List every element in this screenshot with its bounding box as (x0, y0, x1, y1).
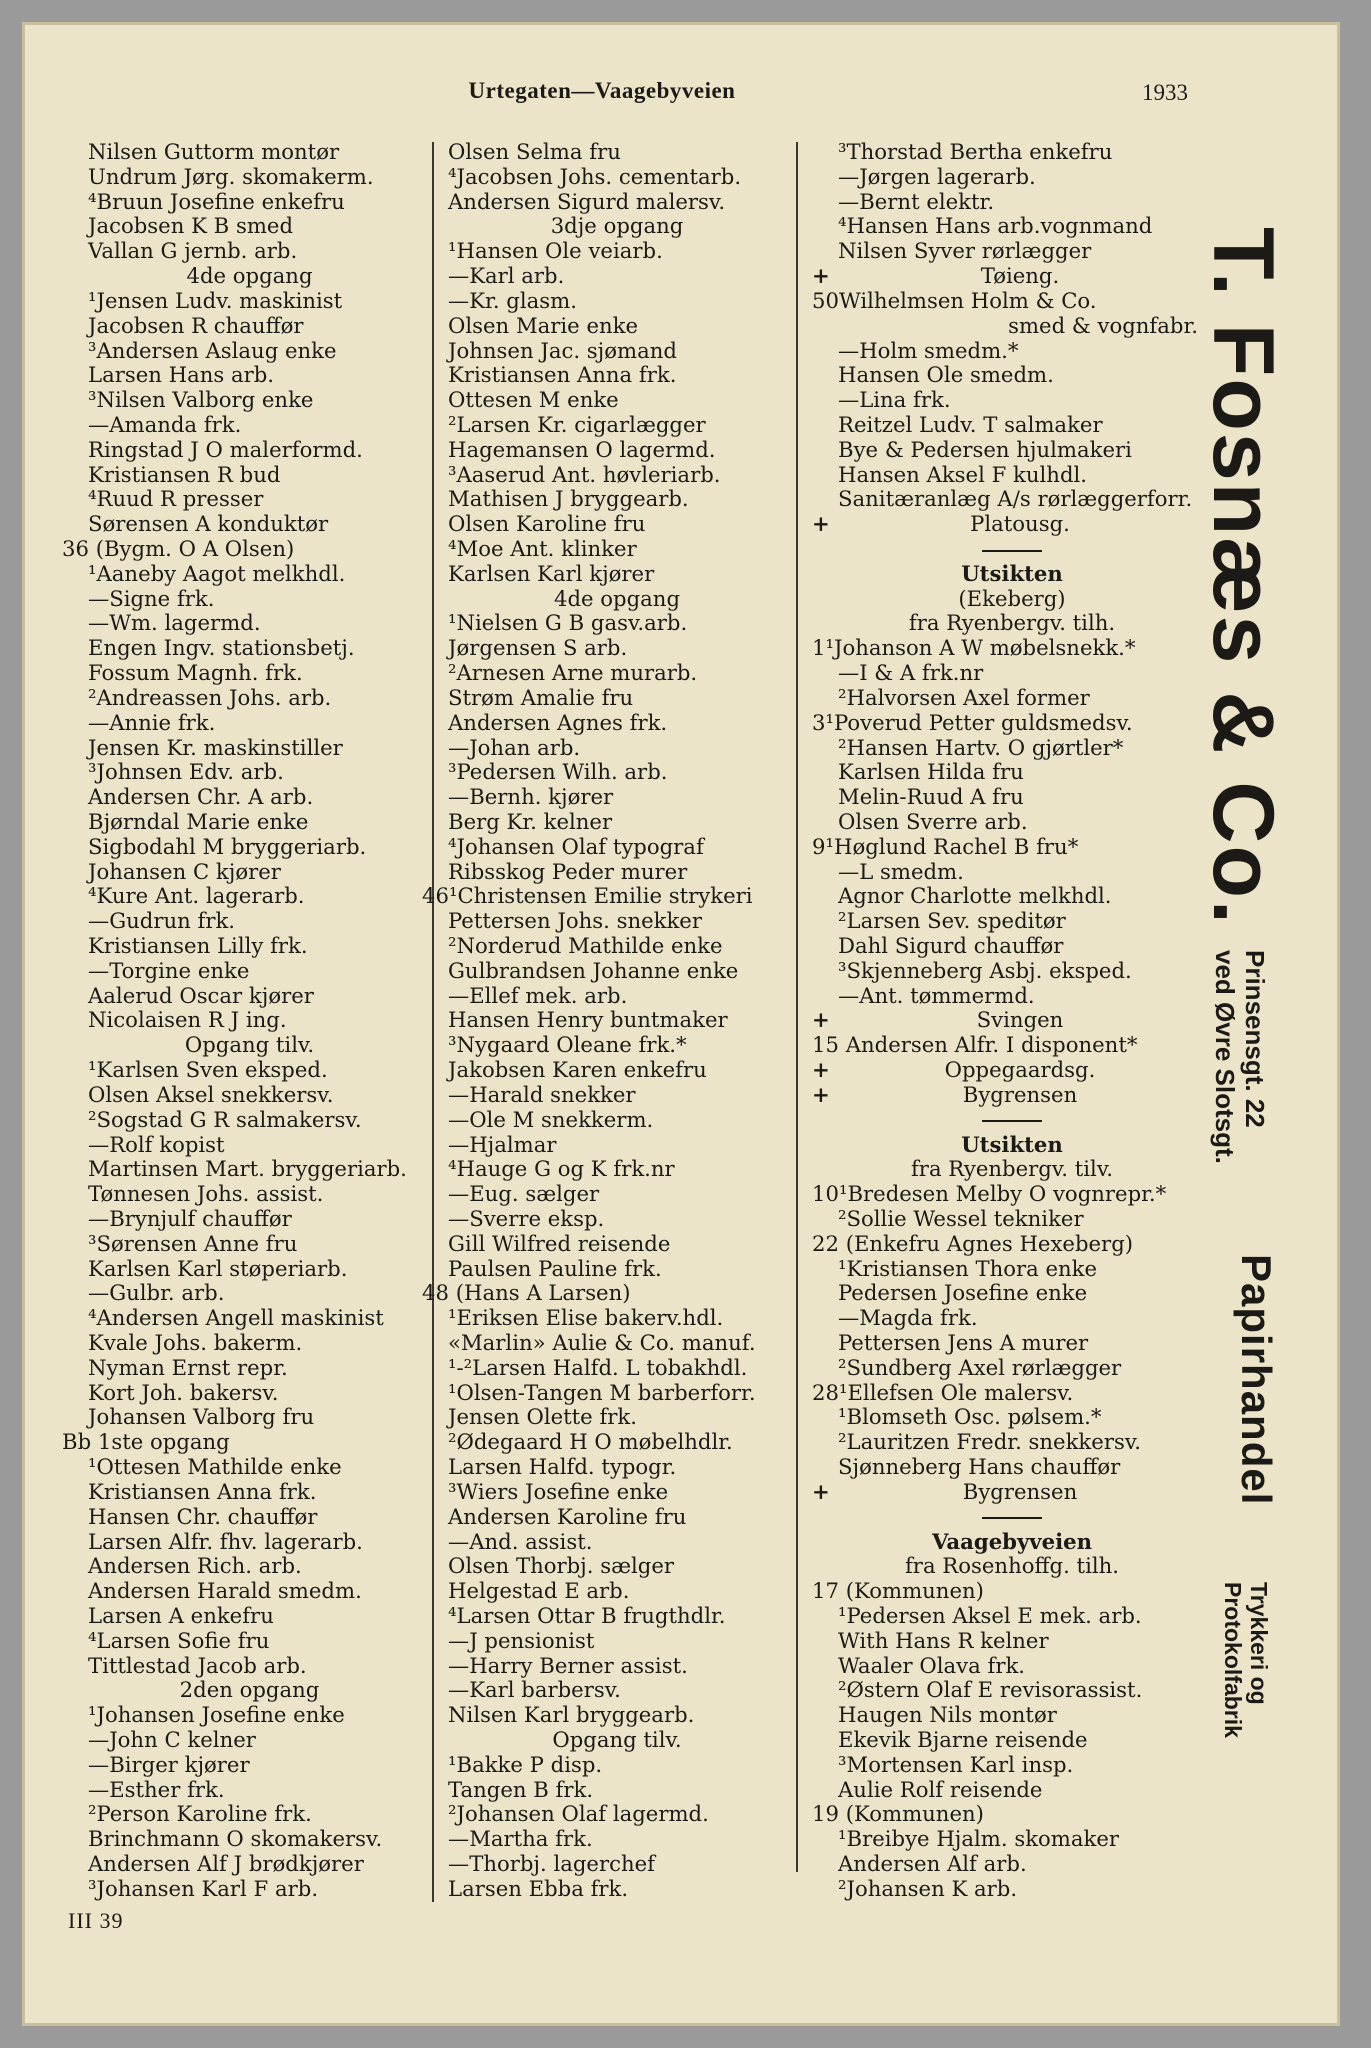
resident-entry: Waaler Olava frk. (838, 1652, 1026, 1678)
section-heading: (Ekeberg) (958, 585, 1066, 611)
resident-entry: —Esther frk. (88, 1776, 225, 1802)
resident-entry: ⁴Bruun Josefine enkefru (88, 188, 345, 214)
resident-entry: Martinsen Mart. bryggeriarb. (88, 1156, 407, 1182)
resident-entry: —L smedm. (838, 858, 964, 884)
section-heading: 4de opgang (186, 263, 313, 289)
resident-entry: Olsen Sverre arb. (838, 808, 1028, 834)
resident-entry: Larsen Alfr. fhv. lagerarb. (88, 1528, 363, 1554)
resident-entry: —J pensionist (448, 1627, 595, 1653)
street-heading: Utsikten (961, 560, 1063, 586)
resident-entry: Sigbodahl M bryggeriarb. (88, 833, 367, 859)
resident-entry: ²Johansen K arb. (838, 1875, 1018, 1901)
cross-street-line (812, 1008, 1212, 1033)
resident-entry: Andersen Chr. A arb. (88, 784, 314, 810)
resident-entry: Kristiansen Anna frk. (448, 362, 677, 388)
resident-entry: ¹Jensen Ludv. maskinist (88, 287, 343, 313)
resident-entry: Johansen C kjører (88, 858, 281, 884)
resident-entry: Hansen Henry buntmaker (448, 1007, 728, 1033)
resident-entry: —Ant. tømmermd. (838, 982, 1035, 1008)
page-year: 1933 (1142, 80, 1188, 105)
cross-street-label: Tøieng. (980, 263, 1060, 289)
resident-entry: Pettersen Johs. snekker (448, 908, 702, 934)
resident-entry: ²Lauritzen Fredr. snekkersv. (838, 1429, 1142, 1455)
resident-entry: ¹Pedersen Aksel E mek. arb. (838, 1602, 1142, 1628)
address-number-entry: 1¹Johanson A W møbelsnekk.* (812, 635, 1136, 661)
resident-entry: ⁴Moe Ant. klinker (448, 536, 637, 561)
resident-entry: —Gulbr. arb. (88, 1280, 225, 1306)
resident-entry: Andersen Karoline fru (448, 1503, 687, 1529)
resident-entry: Undrum Jørg. skomakerm. (88, 163, 374, 189)
resident-entry: ³Andersen Aslaug enke (88, 337, 337, 363)
resident-entry: —Thorbj. lagerchef (448, 1851, 655, 1877)
resident-entry: ⁴Hansen Hans arb.vognmand (838, 213, 1153, 239)
section-heading: 3dje opgang (550, 213, 684, 239)
resident-entry: —Martha frk. (448, 1826, 593, 1852)
resident-entry: —Ellef mek. arb. (448, 982, 628, 1008)
resident-entry: —Harry Berner assist. (448, 1652, 688, 1678)
directory-column-3 (812, 140, 1212, 1902)
resident-entry: Ringstad J O malerformd. (88, 436, 363, 462)
resident-entry: ¹Eriksen Elise bakerv.hdl. (448, 1305, 724, 1331)
resident-entry: Andersen Alf arb. (838, 1851, 1027, 1877)
resident-entry: Andersen Alf J brødkjører (88, 1851, 364, 1877)
section-heading: fra Ryenbergv. tilv. (910, 1156, 1114, 1182)
resident-entry: ¹Aaneby Aagot melkhdl. (88, 560, 346, 586)
resident-entry: Helgestad E arb. (448, 1578, 630, 1604)
resident-entry: —Lina frk. (838, 387, 951, 413)
resident-entry: —Holm smedm.* (838, 337, 1019, 363)
resident-entry: Fossum Magnh. frk. (88, 660, 303, 686)
resident-entry: Johnsen Jac. sjømand (448, 337, 677, 363)
resident-entry: Nicolaisen R J ing. (88, 1007, 287, 1033)
resident-entry: ¹Johansen Josefine enke (88, 1702, 345, 1728)
resident-entry: —Karl arb. (448, 263, 565, 289)
resident-entry: —Torgine enke (88, 957, 250, 983)
resident-entry: —Hjalmar (448, 1131, 557, 1157)
cross-street-icon: + (812, 1081, 830, 1107)
street-heading: Utsikten (961, 1131, 1063, 1157)
resident-entry: Agnor Charlotte melkhdl. (838, 883, 1112, 909)
resident-entry: ⁴Larsen Sofie fru (88, 1627, 270, 1653)
resident-entry: ⁴Ruud R presser (88, 486, 264, 512)
resident-entry: Larsen A enkefru (88, 1602, 274, 1628)
resident-entry: —Magda frk. (838, 1305, 978, 1331)
resident-entry: ⁴Andersen Angell maskinist (88, 1305, 384, 1331)
resident-entry: ³Aaserud Ant. høvleriarb. (448, 461, 721, 487)
resident-entry: Karlsen Karl støperiarb. (88, 1255, 348, 1281)
resident-entry: ²Ødegaard H O møbelhdlr. (448, 1429, 733, 1455)
resident-entry: Karlsen Karl kjører (448, 560, 655, 586)
directory-page (22, 22, 1340, 2026)
advert-address (1210, 950, 1270, 1164)
resident-entry: ²Larsen Sev. speditør (838, 908, 1066, 934)
resident-entry: Jacobsen K B smed (88, 213, 294, 239)
resident-entry: —I & A frk.nr (838, 660, 984, 686)
resident-entry: Ribsskog Peder murer (448, 858, 688, 884)
resident-entry: Andersen Rich. arb. (88, 1553, 302, 1579)
resident-entry: —Amanda frk. (88, 411, 242, 437)
resident-entry: —Gudrun frk. (88, 908, 236, 934)
resident-entry: Olsen Marie enke (448, 312, 639, 338)
resident-entry: Melin-Ruud A fru (838, 784, 1024, 810)
address-number-entry: 36 (Bygm. O A Olsen) (62, 536, 295, 561)
resident-entry: ¹Bakke P disp. (448, 1751, 603, 1777)
resident-entry: Nilsen Guttorm montør (88, 139, 340, 164)
section-heading: fra Ryenbergv. tilh. (908, 610, 1116, 636)
resident-entry: Larsen Ebba frk. (448, 1875, 629, 1901)
resident-entry: Hansen Aksel F kulhdl. (838, 461, 1088, 487)
resident-entry: Brinchmann O skomakersv. (88, 1826, 383, 1852)
resident-entry: Hansen Chr. chauffør (88, 1503, 318, 1529)
resident-entry: —And. assist. (448, 1528, 593, 1554)
address-number-entry: 3¹Poverud Petter guldsmedsv. (812, 709, 1133, 735)
resident-entry: ³Johansen Karl F arb. (88, 1875, 319, 1901)
resident-entry: ²Andreassen Johs. arb. (88, 684, 332, 710)
resident-entry: Engen Ingv. stationsbetj. (88, 635, 355, 661)
resident-entry: ²Hansen Hartv. O gjørtler* (838, 734, 1124, 760)
resident-entry: —Kr. glasm. (448, 287, 577, 313)
resident-entry: ²Person Karoline frk. (88, 1801, 312, 1827)
resident-entry: —Johan arb. (448, 734, 581, 760)
directory-column-2 (422, 140, 812, 1902)
resident-entry: Jensen Kr. maskinstiller (88, 734, 343, 760)
resident-entry: Tangen B frk. (448, 1776, 594, 1802)
resident-entry: —Brynjulf chauffør (88, 1205, 292, 1231)
resident-entry: —Birger kjører (88, 1751, 250, 1777)
resident-entry: ¹Ottesen Mathilde enke (88, 1454, 342, 1480)
resident-entry: ¹Hansen Ole veiarb. (448, 238, 663, 264)
address-number-entry: 17 (Kommunen) (812, 1578, 984, 1604)
resident-entry: Andersen Sigurd malersv. (448, 188, 726, 214)
resident-entry: ¹Karlsen Sven eksped. (88, 1057, 328, 1083)
resident-entry: With Hans R kelner (838, 1627, 1049, 1653)
resident-entry: Aalerud Oscar kjører (88, 982, 314, 1008)
resident-entry: Kort Joh. bakersv. (88, 1379, 279, 1405)
resident-entry: Vallan G jernb. arb. (88, 238, 298, 264)
resident-entry: ¹Breibye Hjalm. skomaker (838, 1826, 1120, 1852)
resident-entry: Olsen Thorbj. sælger (448, 1553, 674, 1579)
address-number-entry: Bb 1ste opgang (62, 1429, 230, 1455)
cross-street-line (812, 264, 1212, 289)
resident-entry: Hansen Ole smedm. (838, 362, 1054, 388)
resident-entry: ³Thorstad Bertha enkefru (838, 139, 1113, 164)
resident-entry: Tønnesen Johs. assist. (88, 1181, 324, 1207)
resident-entry: Nilsen Karl bryggearb. (448, 1702, 695, 1728)
advert-print (1220, 1582, 1272, 1738)
resident-entry: Kristiansen Anna frk. (88, 1478, 317, 1504)
street-heading: Vaagebyveien (931, 1528, 1093, 1554)
resident-entry: ⁴Johansen Olaf typograf (448, 833, 704, 859)
resident-entry: Kristiansen Lilly frk. (88, 933, 308, 958)
resident-entry: ⁴Jacobsen Johs. cementarb. (448, 163, 742, 189)
resident-entry: ³Johnsen Edv. arb. (88, 759, 284, 785)
resident-entry: Olsen Selma fru (448, 139, 621, 164)
resident-entry: ⁴Hauge G og K frk.nr (448, 1156, 675, 1182)
section-divider (812, 537, 1212, 562)
resident-entry: Paulsen Pauline frk. (448, 1255, 662, 1281)
resident-entry: Mathisen J bryggearb. (448, 486, 689, 512)
address-number-entry: 9¹Høglund Rachel B fru* (812, 833, 1079, 859)
resident-entry: Jakobsen Karen enkefru (448, 1057, 707, 1083)
page-reference: III 39 (68, 1908, 124, 1933)
resident-entry: —Karl barbersv. (448, 1677, 621, 1703)
resident-entry: Jørgensen S arb. (448, 635, 628, 661)
resident-entry: Olsen Karoline fru (448, 511, 646, 537)
resident-entry: «Marlin» Aulie & Co. manuf. (448, 1330, 756, 1355)
resident-entry: Gill Wilfred reisende (448, 1230, 671, 1256)
cross-street-icon: + (812, 263, 830, 289)
cross-street-line (812, 1058, 1212, 1083)
resident-entry: Pedersen Josefine enke (838, 1280, 1088, 1306)
section-heading: 2den opgang (179, 1677, 320, 1703)
resident-entry: ³Sørensen Anne fru (88, 1230, 298, 1256)
resident-entry: Nilsen Syver rørlægger (838, 238, 1092, 264)
advert-trade: Papirhandel (1233, 1254, 1280, 1506)
resident-entry: ²Halvorsen Axel former (838, 684, 1090, 710)
resident-entry: Larsen Hans arb. (88, 362, 275, 388)
resident-entry: —Rolf kopist (88, 1131, 225, 1157)
resident-entry: Karlsen Hilda fru (838, 759, 1024, 785)
resident-entry: Kristiansen R bud (88, 461, 281, 487)
resident-entry: —Bernh. kjører (448, 784, 614, 810)
resident-entry: Jensen Olette frk. (448, 1404, 638, 1430)
cross-street-icon: + (812, 511, 830, 537)
resident-entry: ²Sollie Wessel tekniker (838, 1205, 1084, 1231)
resident-entry: Tittlestad Jacob arb. (88, 1652, 307, 1678)
advert-address-line-1: Prinsensgt. 22 (1240, 950, 1270, 1128)
address-number-entry: 15 Andersen Alfr. I disponent* (812, 1032, 1138, 1058)
resident-entry: ²Østern Olaf E revisorassist. (838, 1677, 1143, 1703)
resident-entry: ¹Kristiansen Thora enke (838, 1255, 1098, 1281)
listing-continuation: smed & vognfabr. (1008, 312, 1198, 338)
resident-entry: Johansen Valborg fru (88, 1404, 315, 1430)
resident-entry: Pettersen Jens A murer (838, 1330, 1089, 1355)
resident-entry: ³Pedersen Wilh. arb. (448, 759, 668, 785)
resident-entry: —Sverre eksp. (448, 1205, 605, 1231)
resident-entry: Dahl Sigurd chauffør (838, 933, 1064, 958)
resident-entry: —Wm. lagermd. (88, 610, 261, 636)
resident-entry: —Eug. sælger (448, 1181, 600, 1207)
page-title: Urtegaten—Vaagebyveien (468, 78, 736, 103)
address-number-entry: 22 (Enkefru Agnes Hexeberg) (812, 1230, 1134, 1256)
resident-entry: Andersen Harald smedm. (88, 1578, 362, 1604)
resident-entry: ¹Blomseth Osc. pølsem.* (838, 1404, 1102, 1430)
cross-street-line (812, 1480, 1212, 1505)
cross-street-icon: + (812, 1478, 830, 1504)
address-number-entry: 10¹Bredesen Melby O vognrepr.* (812, 1181, 1167, 1207)
resident-entry: Sanitæranlæg A/s rørlæggerforr. (838, 486, 1193, 512)
cross-street-label: Bygrensen (962, 1081, 1078, 1107)
cross-street-icon: + (812, 1007, 830, 1033)
resident-entry: —Ole M snekkerm. (448, 1106, 654, 1132)
resident-entry: Hagemansen O lagermd. (448, 436, 716, 462)
resident-entry: —Jørgen lagerarb. (838, 163, 1036, 189)
cross-street-label: Bygrensen (962, 1478, 1078, 1504)
cross-street-label: Svingen (976, 1007, 1064, 1033)
resident-entry: Bye & Pedersen hjulmakeri (838, 436, 1132, 462)
resident-entry: Olsen Aksel snekkersv. (88, 1081, 334, 1107)
resident-entry: ²Sogstad G R salmakersv. (88, 1106, 362, 1132)
resident-entry: ³Mortensen Karl insp. (838, 1751, 1074, 1777)
resident-entry: Larsen Halfd. typogr. (448, 1454, 677, 1480)
resident-entry: —Bernt elektr. (838, 188, 995, 214)
resident-entry: Aulie Rolf reisende (838, 1776, 1043, 1802)
section-heading: 4de opgang (553, 585, 681, 611)
resident-entry: —Harald snekker (448, 1081, 636, 1107)
cross-street-label: Oppegaardsg. (944, 1057, 1096, 1083)
resident-entry: ³Nygaard Oleane frk.* (448, 1032, 687, 1058)
resident-entry: Bjørndal Marie enke (88, 808, 309, 834)
resident-entry: ²Larsen Kr. cigarlægger (448, 411, 706, 437)
resident-entry: ²Norderud Mathilde enke (448, 933, 723, 958)
resident-entry: Sjønneberg Hans chauffør (838, 1454, 1121, 1480)
resident-entry: ¹Nielsen G B gasv.arb. (448, 610, 688, 636)
address-number-entry: 19 (Kommunen) (812, 1801, 984, 1827)
resident-entry: Gulbrandsen Johanne enke (448, 957, 739, 983)
resident-entry: —Annie frk. (88, 709, 216, 735)
section-heading: Opgang tilv. (552, 1727, 682, 1752)
cross-street-icon: + (812, 1057, 830, 1083)
resident-entry: ³Wiers Josefine enke (448, 1478, 669, 1504)
resident-entry: —John C kelner (88, 1727, 256, 1752)
resident-entry: Haugen Nils montør (838, 1702, 1057, 1728)
resident-entry: Ottesen M enke (448, 387, 619, 413)
resident-entry: ⁴Kure Ant. lagerarb. (88, 883, 305, 909)
address-number-entry: 28¹Ellefsen Ole malersv. (812, 1379, 1074, 1405)
advert-address-line-2: ved Øvre Slotsgt. (1210, 950, 1240, 1164)
resident-entry: Berg Kr. kelner (448, 808, 613, 834)
advert-print-line-1: Trykkeri og (1246, 1582, 1272, 1705)
section-heading: Opgang tilv. (184, 1032, 315, 1058)
resident-entry: ²Johansen Olaf lagermd. (448, 1801, 709, 1827)
resident-entry: Jacobsen R chauffør (88, 312, 304, 338)
address-number-entry: 46¹Christensen Emilie strykeri (422, 883, 753, 909)
address-number-entry: 48 (Hans A Larsen) (422, 1280, 631, 1306)
resident-entry: Sørensen A konduktør (88, 511, 329, 537)
section-divider (812, 1108, 1212, 1133)
section-heading: fra Rosenhoffg. tilh. (904, 1553, 1120, 1579)
address-number-entry: 50Wilhelmsen Holm & Co. (812, 287, 1097, 313)
resident-entry: ³Skjenneberg Asbj. eksped. (838, 957, 1132, 983)
resident-entry: Strøm Amalie fru (448, 684, 634, 710)
cross-street-line (812, 512, 1212, 537)
resident-entry: ²Arnesen Arne murarb. (448, 660, 698, 686)
section-divider (812, 1505, 1212, 1530)
cross-street-label: Platousg. (970, 511, 1070, 537)
resident-entry: ⁴Larsen Ottar B frugthdlr. (448, 1602, 726, 1628)
resident-entry: Andersen Agnes frk. (448, 709, 668, 735)
resident-entry: Ekevik Bjarne reisende (838, 1727, 1088, 1752)
directory-column-1 (62, 140, 437, 1902)
resident-entry: ³Nilsen Valborg enke (88, 387, 314, 413)
resident-entry: ²Sundberg Axel rørlægger (838, 1354, 1122, 1380)
advert-print-line-2: Protokolfabrik (1220, 1582, 1246, 1738)
advert-company-name: T. Fosnæs & Co. (1195, 227, 1291, 926)
resident-entry: ¹‑²Larsen Halfd. L tobakhdl. (448, 1354, 748, 1380)
resident-entry: Nyman Ernst repr. (88, 1354, 288, 1380)
cross-street-line (812, 1083, 1212, 1108)
resident-entry: Reitzel Ludv. T salmaker (838, 411, 1103, 437)
resident-entry: ¹Olsen-Tangen M barberforr. (448, 1379, 756, 1405)
resident-entry: Kvale Johs. bakerm. (88, 1330, 303, 1355)
resident-entry: —Signe frk. (88, 585, 215, 611)
